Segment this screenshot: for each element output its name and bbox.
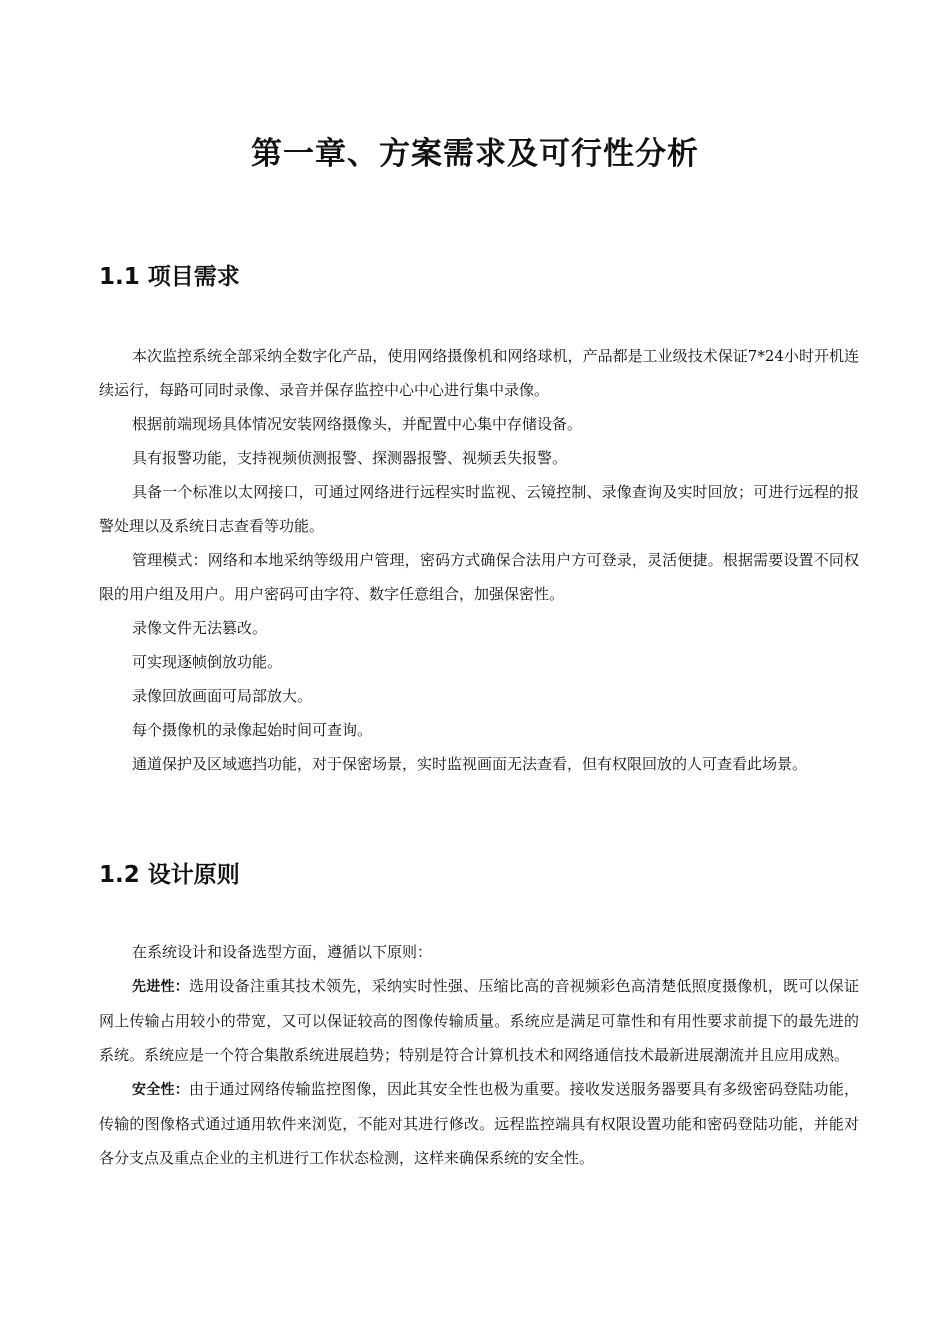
principle-paragraph [99,1072,859,1175]
intro-paragraph: 在系统设计和设备选型方面，遵循以下原则： [132,943,433,961]
chapter-title: 第一章、方案需求及可行性分析 [251,136,699,172]
principle-text: 选用设备注重其技术领先，采纳实时性强、压缩比高的音视频彩色高清楚低照度摄像机，既可以保证网上传输占用较小的带宽，又可以保证较高的图像传输质量。系统应是满足可靠性和有用性要求前提下的最先进的系统。系统应是一个符合集散系统进展趋势；特别是符合计算机技术和网络通信技术最新进展潮流并且应用成熟。 [99,977,859,1064]
principle-term: 安全性： [132,1082,189,1098]
principle-term: 先进性： [132,979,189,995]
paragraph: 录像回放画面可局部放大。 [132,687,313,705]
paragraph: 通道保护及区域遮挡功能，对于保密场景，实时监视画面无法查看，但有权限回放的人可查看此场景。 [132,755,808,773]
paragraph: 根据前端现场具体情况安装网络摄像头，并配置中心集中存储设备。 [132,415,583,433]
paragraph: 录像文件无法篡改。 [132,619,268,637]
section-heading-project-requirements: 1.1 项目需求 [99,264,240,290]
paragraph: 可实现逐帧倒放功能。 [132,653,283,671]
section-2-body [99,935,859,1175]
paragraph: 具备一个标准以太网接口，可通过网络进行远程实时监视、云镜控制、录像查询及实时回放；可进行远程的报警处理以及系统日志查看等功能。 [99,483,859,535]
paragraph: 每个摄像机的录像起始时间可查询。 [132,721,373,739]
section-heading-design-principles: 1.2 设计原则 [99,862,240,888]
paragraph: 本次监控系统全部采纳全数字化产品，使用网络摄像机和网络球机，产品都是工业级技术保证7*24小时开机连续运行，每路可同时录像、录音并保存监控中心中心进行集中录像。 [99,347,859,399]
principle-text: 由于通过网络传输监控图像，因此其安全性也极为重要。接收发送服务器要具有多级密码登陆功能，传输的图像格式通过通用软件来浏览，不能对其进行修改。远程监控端具有权限设置功能和密码登陆功能，并能对各分支点及重点企业的主机进行工作状态检测，这样来确保系统的安全性。 [99,1080,859,1167]
paragraph: 具有报警功能，支持视频侦测报警、探测器报警、视频丢失报警。 [132,449,568,467]
paragraph: 管理模式：网络和本地采纳等级用户管理，密码方式确保合法用户方可登录，灵活便捷。根据需要设置不同权限的用户组及用户。用户密码可由字符、数字任意组合，加强保密性。 [99,551,859,603]
principle-paragraph [99,969,859,1072]
section-1-body [99,339,859,781]
